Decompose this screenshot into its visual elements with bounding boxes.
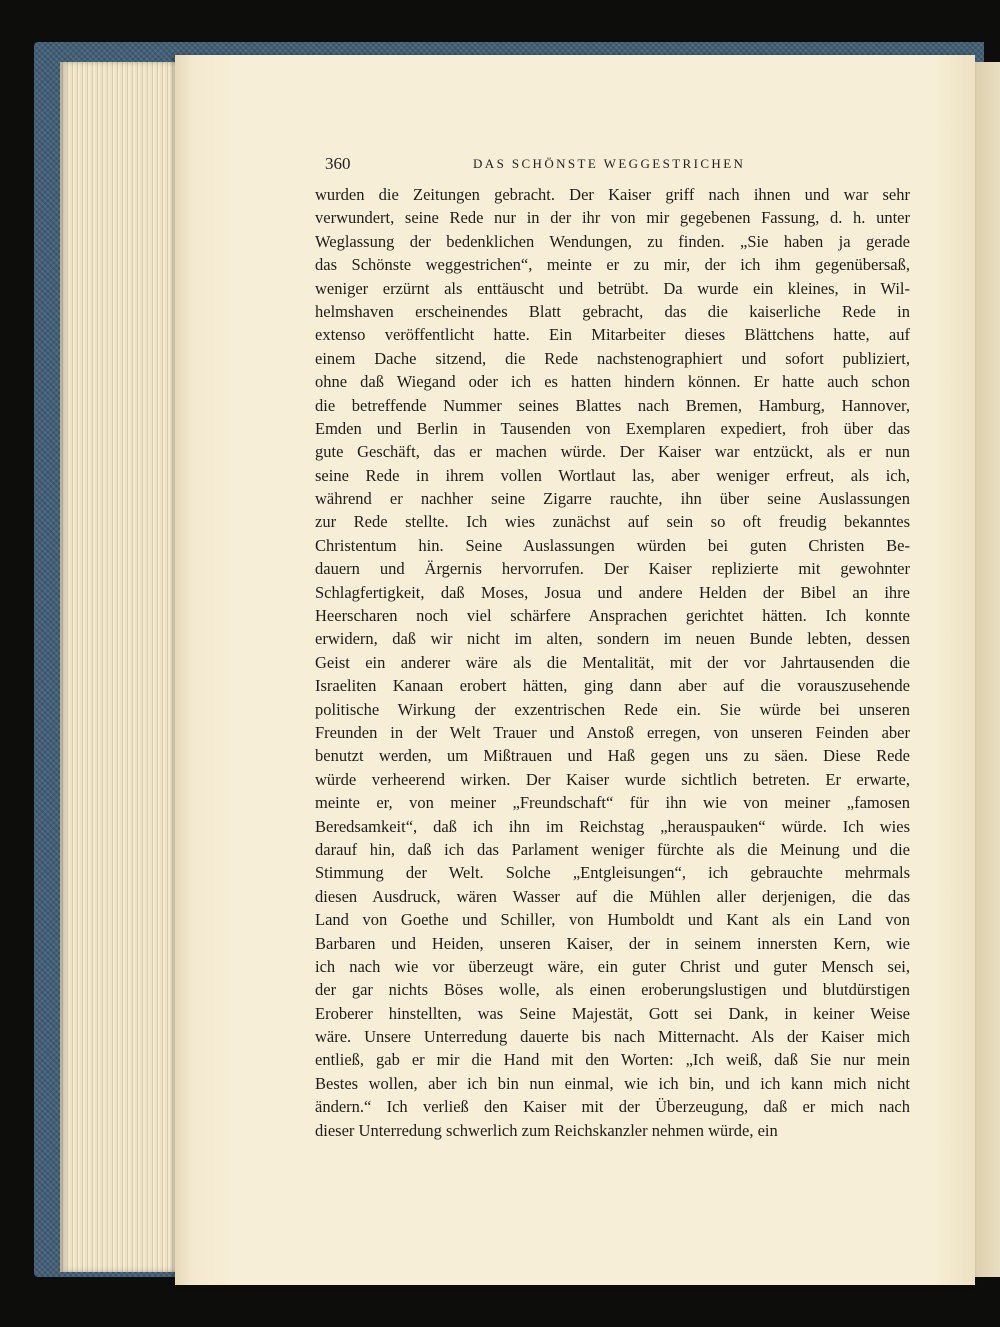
text-line: Bestes wollen, aber ich bin nun einmal, wie ich bin, und ich kann mich nicht xyxy=(315,1073,910,1093)
text-line: Israeliten Kanaan erobert hätten, ging dann aber auf die vorauszusehende xyxy=(315,676,910,696)
text-line: Heerscharen noch viel schärfere Ansprachen gerichtet hätten. Ich konnte xyxy=(315,606,910,626)
body-text xyxy=(315,183,910,1142)
text-line: Eroberer hinstellten, was Seine Majestät, Gott sei Dank, in keiner Weise xyxy=(315,1003,910,1023)
text-line: zur Rede stellte. Ich wies zunächst auf sein so oft freudig bekanntes xyxy=(315,512,910,532)
text-line: Land von Goethe und Schiller, von Humboldt und Kant als ein Land von xyxy=(315,910,910,930)
page-header xyxy=(325,154,910,178)
text-line: meinte er, von meiner „Freundschaft“ für ihn wie von meiner „famosen xyxy=(315,793,910,813)
text-line: dauern und Ärgernis hervorrufen. Der Kaiser replizierte mit gewohnter xyxy=(315,559,910,579)
text-line: verwundert, seine Rede nur in der ihr von mir gegebenen Fassung, d. h. unter xyxy=(315,208,910,228)
text-line: einem Dache sitzend, die Rede nachstenographiert und sofort publiziert, xyxy=(315,348,910,368)
text-line: ohne daß Wiegand oder ich es hatten hindern können. Er hatte auch schon xyxy=(315,372,910,392)
text-line: Weglassung der bedenklichen Wendungen, zu finden. „Sie haben ja gerade xyxy=(315,231,910,251)
text-line: Schlagfertigkeit, daß Moses, Josua und andere Helden der Bibel an ihre xyxy=(315,582,910,602)
text-line: der gar nichts Böses wolle, als einen eroberungslustigen und blutdürstigen xyxy=(315,980,910,1000)
text-line: ich nach wie vor überzeugt wäre, ein guter Christ und guter Mensch sei, xyxy=(315,956,910,976)
text-line: diesen Ausdruck, wären Wasser auf die Mühlen aller derjenigen, die das xyxy=(315,886,910,906)
text-line: benutzt werden, um Mißtrauen und Haß gegen uns zu säen. Diese Rede xyxy=(315,746,910,766)
text-line: die betreffende Nummer seines Blattes nach Bremen, Hamburg, Hannover, xyxy=(315,395,910,415)
text-line: seine Rede in ihrem vollen Wortlaut las, aber weniger erfreut, als ich, xyxy=(315,465,910,485)
running-head: DAS SCHÖNSTE WEGGESTRICHEN xyxy=(473,156,746,171)
page-number: 360 xyxy=(325,154,351,173)
text-line: entließ, gab er mir die Hand mit den Worten: „Ich weiß, daß Sie nur mein xyxy=(315,1050,910,1070)
text-line: Emden und Berlin in Tausenden von Exemplaren expediert, froh über das xyxy=(315,418,910,438)
text-line: darauf hin, daß ich das Parlament weniger fürchte als die Meinung und die xyxy=(315,839,910,859)
text-line: wurden die Zeitungen gebracht. Der Kaiser griff nach ihnen und war sehr xyxy=(315,185,910,204)
text-line: gute Geschäft, das er machen würde. Der Kaiser war entzückt, als er nun xyxy=(315,442,910,462)
text-line: während er nachher seine Zigarre rauchte, ihn über seine Auslassungen xyxy=(315,489,910,509)
text-line: politische Wirkung der exzentrischen Rede ein. Sie würde bei unseren xyxy=(315,699,910,719)
text-line: würde verheerend wirken. Der Kaiser wurde sichtlich betreten. Er erwarte, xyxy=(315,769,910,789)
text-line: extenso veröffentlicht hatte. Ein Mitarbeiter dieses Blättchens hatte, auf xyxy=(315,325,910,345)
text-line: Barbaren und Heiden, unseren Kaiser, der in seinem innersten Kern, wie xyxy=(315,933,910,953)
text-line: dieser Unterredung schwerlich zum Reichskanzler nehmen würde, ein xyxy=(315,1120,778,1140)
text-line: wäre. Unsere Unterredung dauerte bis nach Mitternacht. Als der Kaiser mich xyxy=(315,1027,910,1047)
text-line: helmshaven erscheinendes Blatt gebracht, das die kaiserliche Rede in xyxy=(315,301,910,321)
text-line: das Schönste weggestrichen“, meinte er zu mir, der ich ihm gegenübersaß, xyxy=(315,255,910,275)
text-line: Beredsamkeit“, daß ich ihn im Reichstag „herauspauken“ würde. Ich wies xyxy=(315,816,910,836)
text-line: weniger erzürnt als enttäuscht und betrübt. Da wurde ein kleines, in Wil- xyxy=(315,278,910,298)
text-line: Stimmung der Welt. Solche „Entgleisungen“, ich gebrauchte mehrmals xyxy=(315,863,910,883)
text-line: Christentum hin. Seine Auslassungen würden bei guten Christen Be- xyxy=(315,535,910,555)
text-line: ändern.“ Ich verließ den Kaiser mit der Überzeugung, daß er mich nach xyxy=(315,1097,910,1117)
text-line: Geist ein anderer wäre als die Mentalität, mit der vor Jahrtausenden die xyxy=(315,652,910,672)
text-line: Freunden in der Welt Trauer und Anstoß erregen, von unseren Feinden aber xyxy=(315,722,910,742)
text-line: erwidern, daß wir nicht im alten, sondern im neuen Bunde lebten, dessen xyxy=(315,629,910,649)
